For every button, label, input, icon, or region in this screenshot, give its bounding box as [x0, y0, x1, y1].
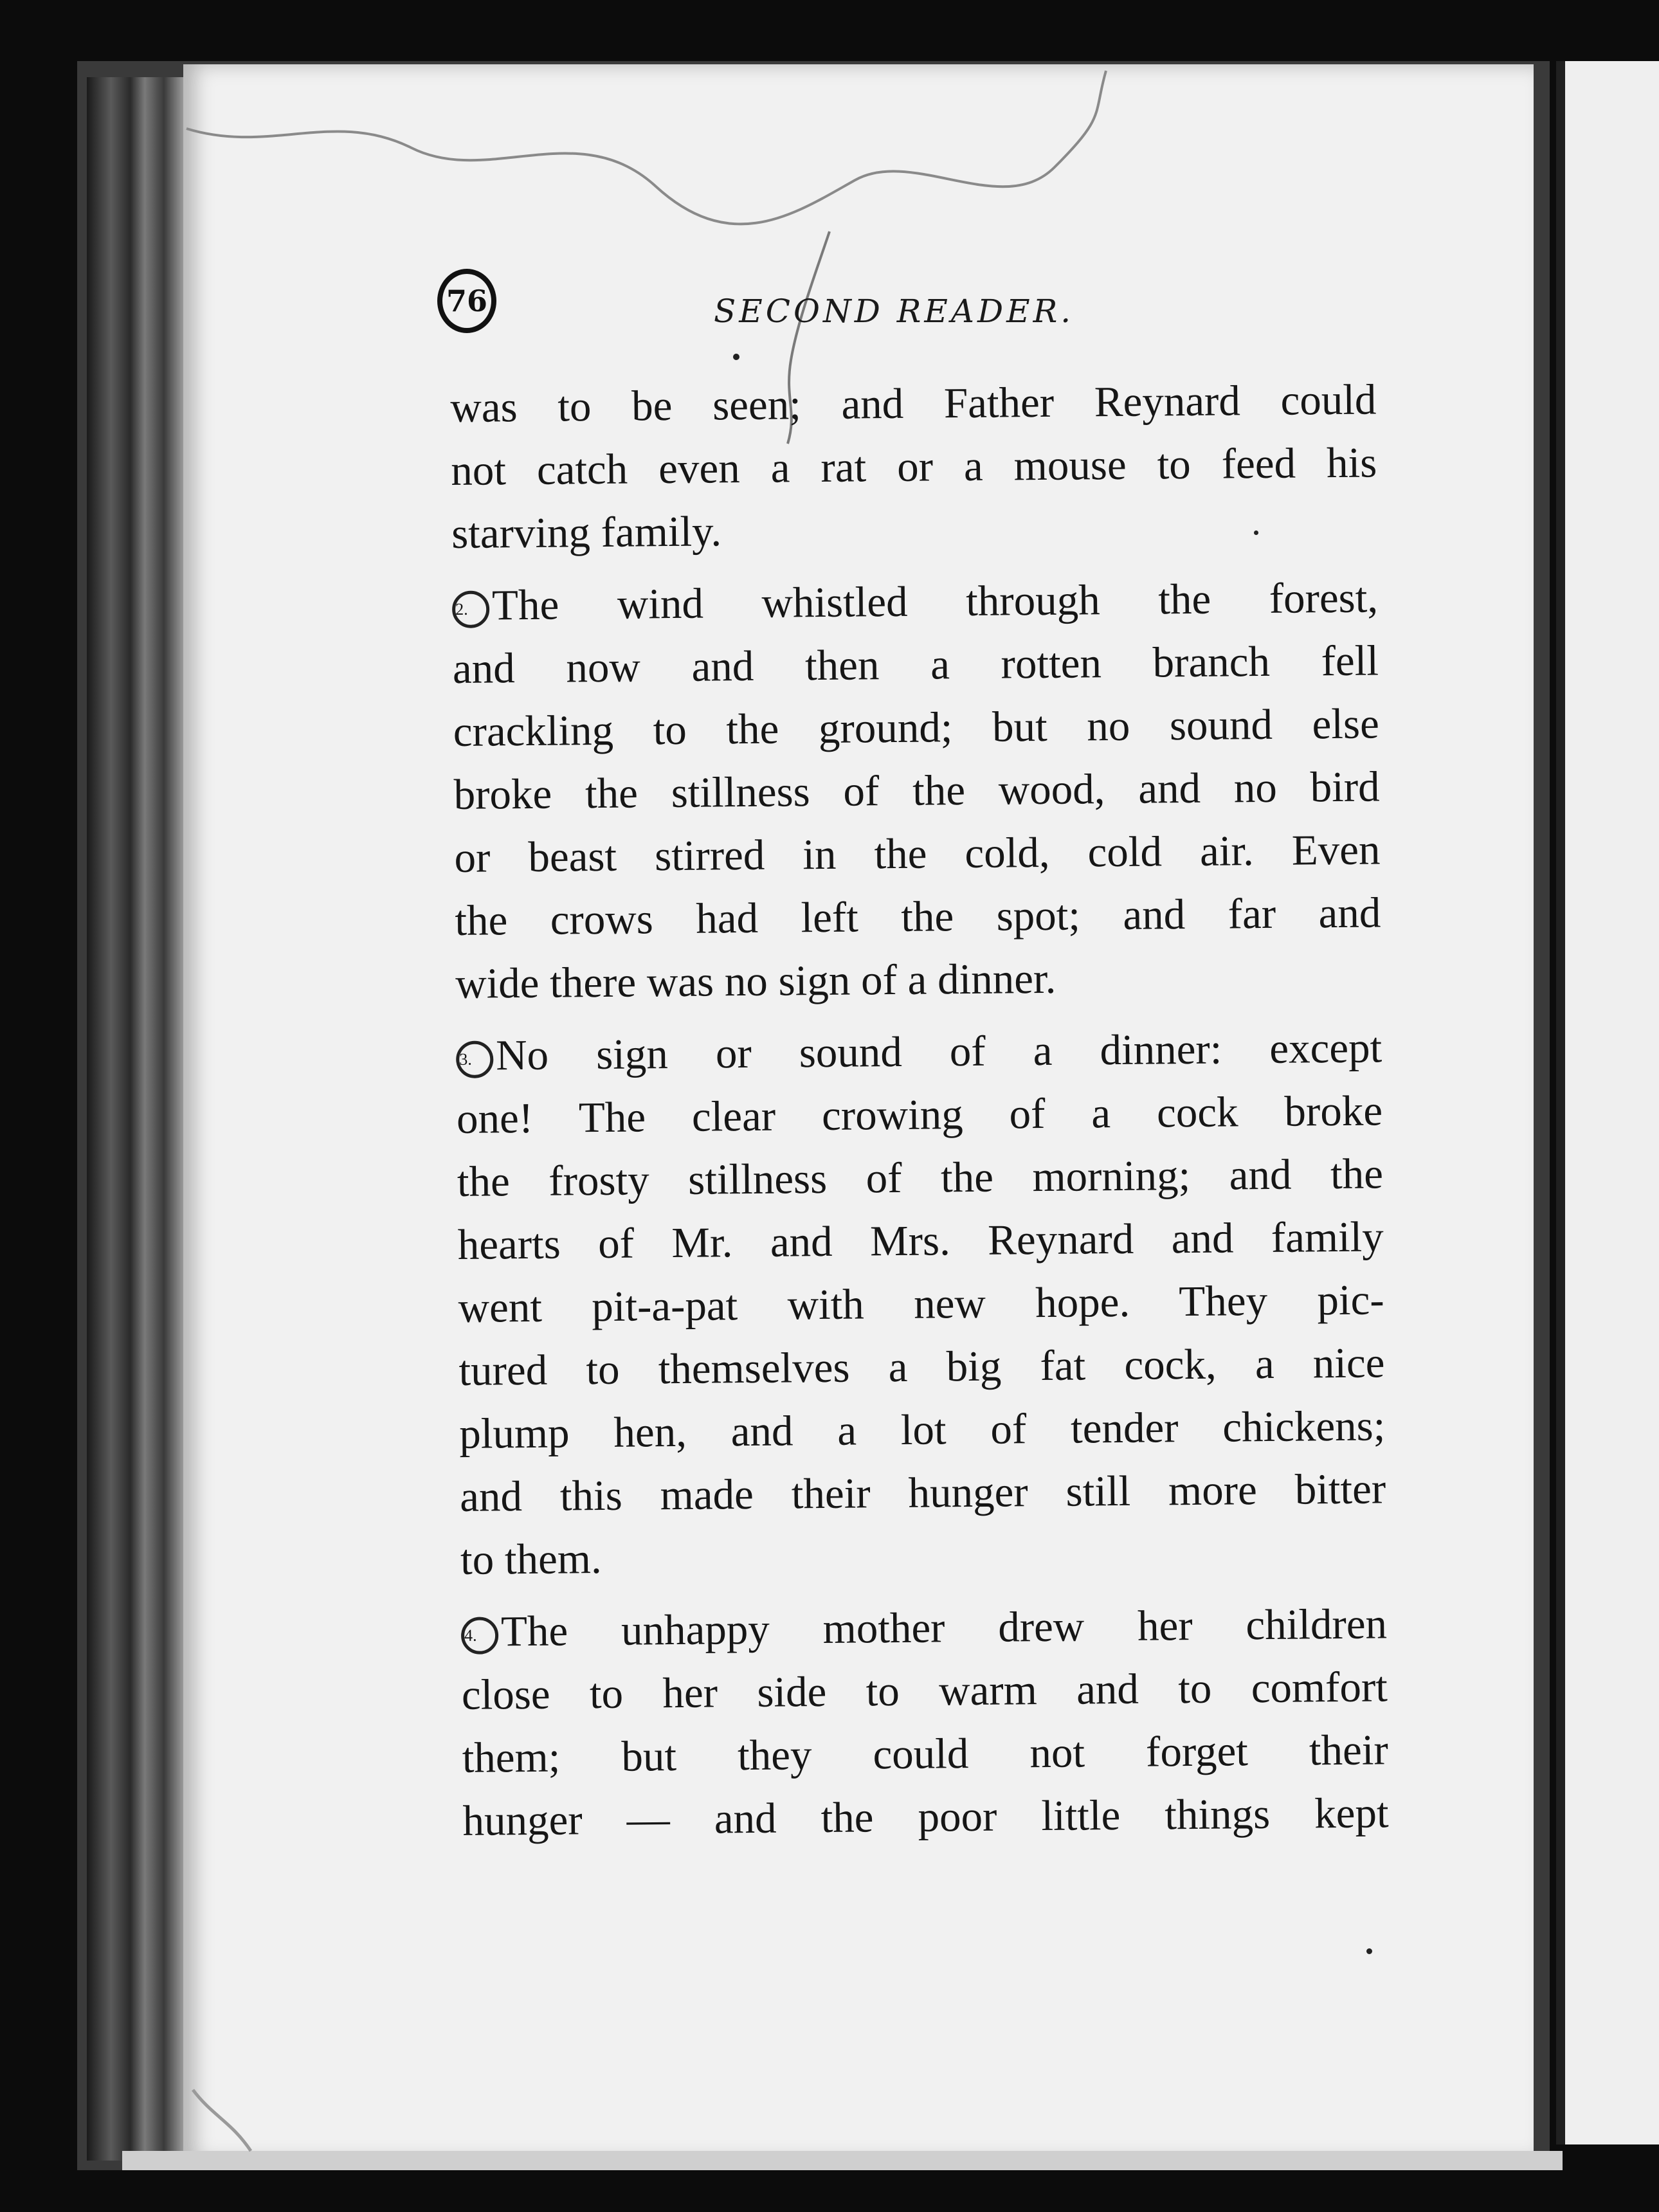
text-line: crackling to the ground; but no sound else [453, 700, 1380, 756]
text-line: tured to themselves a big fat cock, a nice [458, 1339, 1385, 1395]
text-line-content: The unhappy mother drew her children [500, 1600, 1388, 1656]
ink-speck [733, 354, 739, 360]
text-line: them; but they could not forget their [462, 1726, 1389, 1782]
text-line: broke the stillness of the wood, and no bird [453, 763, 1380, 819]
text-line: and this made their hunger still more bitter [459, 1465, 1386, 1521]
text-line: not catch even a rat or a mouse to feed his [450, 439, 1377, 494]
text-line-content: The wind whistled through the forest, [491, 574, 1379, 630]
paragraph-1 [450, 368, 1378, 565]
text-line [452, 566, 1379, 637]
text-line-content: No sign or sound of a dinner: except [495, 1024, 1382, 1080]
page-number [437, 269, 496, 333]
paragraph-3 [456, 1016, 1387, 1591]
text-line: the frosty stillness of the morning; and the [457, 1150, 1384, 1206]
text-line: the crows had left the spot; and far and [455, 889, 1381, 945]
text-line [456, 1016, 1382, 1087]
text-line: or beast stirred in the cold, cold air. Even [454, 826, 1381, 882]
text-line: wide there was no sign of a dinner. [455, 954, 1056, 1008]
text-line: was to be seen; and Father Reynard could [450, 376, 1377, 431]
paragraph-number: 3. [456, 1040, 494, 1078]
paragraph-2 [452, 566, 1382, 1015]
text-block [450, 368, 1389, 1861]
text-line: to them. [460, 1535, 602, 1584]
paragraph-4 [461, 1592, 1389, 1853]
ink-speck [1366, 1948, 1372, 1954]
running-head: SECOND READER. [714, 293, 1074, 330]
text-line: hunger — and the poor little things kept [462, 1789, 1389, 1845]
text-line [461, 1592, 1388, 1664]
paragraph-number: 2. [452, 590, 490, 628]
page-number-text: 76 [446, 284, 487, 318]
text-line: and now and then a rotten branch fell [452, 637, 1379, 693]
text-line: close to her side to warm and to comfort [461, 1663, 1388, 1719]
text-line: went pit-a-pat with new hope. They pic- [458, 1276, 1384, 1332]
text-line: hearts of Mr. and Mrs. Reynard and family [457, 1213, 1384, 1269]
text-line: plump hen, and a lot of tender chickens; [459, 1402, 1386, 1458]
text-line: one! The clear crowing of a cock broke [456, 1087, 1383, 1143]
text-line: starving family. [451, 507, 722, 558]
paragraph-number: 4. [461, 1617, 499, 1654]
